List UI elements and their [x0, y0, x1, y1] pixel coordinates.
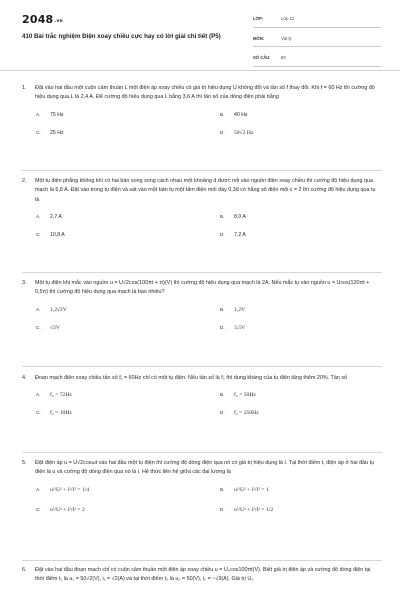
option-c[interactable]: C. 25 Hz: [36, 129, 64, 136]
meta-key: MÔN:: [253, 35, 265, 41]
logo-text: 2048: [22, 13, 54, 26]
question-5: [22, 459, 382, 519]
option-d[interactable]: D. f₂ = 250Hz: [220, 410, 259, 417]
option-a[interactable]: A. u²/U² + i²/I² = 1/4: [36, 486, 90, 493]
meta-row-subject: [253, 34, 381, 48]
question-text: Một tụ điện khi mắc vào nguồn u = U√2cos(100πt + π)(V) thì cường độ hiệu dụng qua mạch là 2A. Nếu mắc tụ vào nguồn u = Ucos(120πt + 0,5π) thì cường độ hiệu dụng qua mạch là bao nhiêu?: [35, 280, 370, 296]
options-grid: [36, 110, 386, 138]
question-separator: [22, 170, 382, 171]
option-d[interactable]: D. 50√2 Hz: [220, 129, 254, 136]
meta-panel: [253, 14, 381, 73]
header-divider: [0, 70, 400, 71]
meta-value: 50: [281, 55, 286, 60]
question-separator: [22, 452, 382, 453]
question-separator: [22, 272, 382, 273]
meta-value: Lớp 12: [281, 16, 295, 21]
question-separator: [22, 366, 382, 367]
option-a[interactable]: A. 75 Hz: [36, 111, 64, 118]
page-header: [0, 0, 400, 70]
option-b[interactable]: B. 40 Hz: [220, 111, 248, 118]
meta-value: Vật lý: [281, 35, 292, 41]
question-text: Một tụ điện phẳng không khí có hai bản song song cách nhau một khoảng d được nối vào nguồn điện xoay chiều thì cường độ hiệu dụng qua mạch là 6,8 A. Đặt vào trong tụ điện và sát vào một bản tụ một tấm điện môi dày 0,3d có hằng số điện môi ε = 2 thì cường độ hiệu dụng qua tụ là: [35, 178, 376, 203]
question-text: Đặt vào hai đầu một cuộn cảm thuần L một điện áp xoay chiều có giá trị hiệu dụng U không đổi và tần số f thay đổi. Khi f = 60 Hz thì cường độ hiệu dụng qua L là 2,4 A. Để cường độ hiệu dụng qua L bằng 3,6 A thì tần số của dòng điện phải bằng: [35, 85, 375, 101]
options-grid: [36, 390, 386, 418]
option-c[interactable]: C. f₂ = 10Hz: [36, 410, 72, 417]
question-number: 3.: [22, 280, 27, 286]
question-6: [22, 566, 382, 600]
meta-key: LỚP:: [253, 16, 264, 21]
site-logo[interactable]: [22, 13, 63, 26]
option-b[interactable]: B. 1,2V: [220, 306, 246, 313]
logo-suffix: .vn: [54, 19, 63, 24]
question-text: Đoạn mạch điện xoay chiều tần số f₁ = 60Hz chỉ có một tụ điện. Nếu tần số là f₂ thì dung kháng của tụ điện tăng thêm 20%. Tần số: [35, 375, 348, 381]
options-grid: [36, 212, 386, 240]
document-title: 410 Bài trắc nghiệm Điện xoay chiều cực hay có lời giải chi tiết (P5): [22, 33, 221, 40]
option-c[interactable]: C. √2V: [36, 324, 60, 331]
meta-row-class: [253, 14, 381, 28]
question-text: Đặt vào hai đầu đoạn mạch chỉ có cuộn cảm thuần một điện áp xoay chiều u = U₀cos100πt(V). Biết giá trị điện áp và cường độ dòng điện tại thời điểm t₁ là u₁ = 50√2(V), i₁ = √2(A) và tại thời điểm t₂ là u₂ = 50(V), i₂ = −√3(A). Giá trị U₀: [35, 567, 371, 583]
option-d[interactable]: D. 3,5V: [220, 324, 246, 331]
question-text: Đặt điện áp u = U√2cosωt vào hai đầu một tụ điện thì cường độ dòng điện qua nó có giá trị hiệu dụng là I. Tại thời điểm t, điện áp ở hai đầu tụ điện là u và cường độ dòng điện qua nó là i. Hệ thức liên hệ giữa các đại lượng là: [35, 460, 375, 476]
option-c[interactable]: C. u²/U² + i²/I² = 2: [36, 506, 85, 513]
option-b[interactable]: B. f₂ = 50Hz: [220, 392, 256, 399]
question-2: [22, 177, 382, 240]
option-a[interactable]: A. f₂ = 72Hz: [36, 392, 72, 399]
question-separator: [22, 560, 382, 561]
option-b[interactable]: B. 8,0 A: [220, 213, 246, 220]
question-number: 5.: [22, 460, 27, 466]
question-3: [22, 279, 382, 333]
option-b[interactable]: B. u²/U² + i²/I² = 1: [220, 486, 269, 493]
option-c[interactable]: C. 10,8 A: [36, 231, 65, 238]
question-number: 2.: [22, 178, 27, 184]
question-number: 6.: [22, 567, 27, 573]
question-number: 4.: [22, 375, 27, 381]
question-number: 1.: [22, 85, 27, 91]
options-grid: [36, 305, 386, 333]
option-d[interactable]: D. u²/U² + i²/I² = 1/2: [220, 506, 274, 513]
option-d[interactable]: D. 7,2 A: [220, 231, 246, 238]
question-1: [22, 84, 382, 138]
question-4: [22, 374, 382, 418]
options-grid: [36, 485, 386, 519]
meta-key: SỐ CÂU:: [253, 55, 271, 60]
option-a[interactable]: A. 1,2√2V: [36, 306, 67, 313]
option-a[interactable]: A. 2,7 A: [36, 213, 62, 220]
meta-row-count: [253, 53, 381, 67]
